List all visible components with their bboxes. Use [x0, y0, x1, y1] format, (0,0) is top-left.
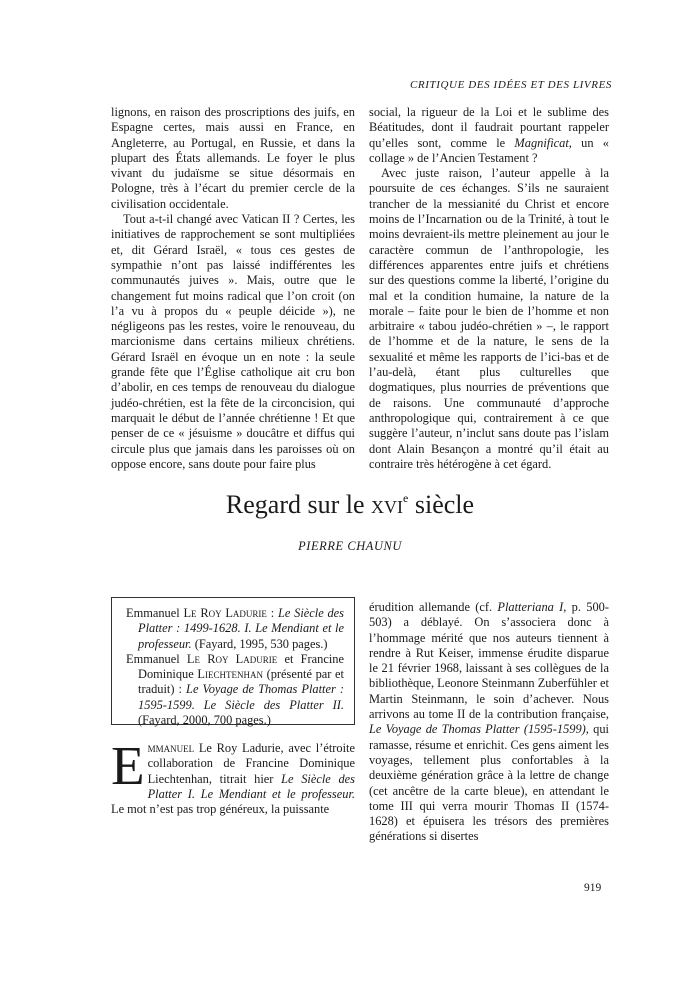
- top-right-column: [369, 105, 609, 472]
- paragraph: Avec juste raison, l’auteur appelle à la poursuite de ces échanges. S’ils ne sauraient trancher de la messianité du Christ et encore moins de l’Incarnation ou de la Trinité, à tout le moins devraient-ils mettre pleinement au jour le caractère commun de l’anthropologie, les différences apparentes entre juifs et chrétiens sur des questions comme la liberté, l’origine du mal et la condition humaine, la nature de la morale – faite pour le bien de l’homme et non arbitraire « tabou judéo-chrétien » –, le rapport de l’homme et de la nature, le sens de la sexualité et même les rapports de l’ici-bas et de l’au-delà, étant plus culturelles que dogmatiques, plus nourries de préventions que de raisons. Une communauté d’approche anthropologique qui, contrairement à ce que suggère l’auteur, n’inclut sans doute pas l’islam dont Alain Besançon a montré qu’il était au contraire très hétérogène à cet égard.: [369, 166, 609, 471]
- paragraph: social, la rigueur de la Loi et le sublime des Béatitudes, dont il faudrait pourtant rappeler qu’elles sont, comme le Magnificat, un « collage » de l’Ancien Testament ?: [369, 105, 610, 165]
- top-left-column: [111, 105, 355, 472]
- article-title: Regard sur le xvi$^e$ siècle: [225, 490, 475, 519]
- book-references-box: [111, 597, 355, 728]
- book-reference: Emmanuel Le Roy Ladurie et Francine Dominique Liechtenhan (présenté par et traduit) : Le Voyage de Thomas Platter : 1595-1599. Le Siècle des Platter II. (Fayard, 2000, 700 pages.): [126, 651, 345, 728]
- paragraph: lignons, en raison des proscriptions des juifs, en Espagne certes, mais aussi en France, en Angleterre, au Portugal, en Russie, et dans la plupart des États allemands. Le foyer le plus vivant du judaïsme se situe désormais en Pologne, très à l’écart du premier cercle de la civilisation occidentale.: [111, 105, 355, 211]
- book-reference: Emmanuel Le Roy Ladurie : Le Siècle des Platter : 1499-1628. I. Le Mendiant et le professeur. (Fayard, 1995, 530 pages.): [126, 606, 345, 651]
- paragraph: Tout a-t-il changé avec Vatican II ? Certes, les initiatives de rapprochement se sont multipliées et, dit Gérard Israël, « tous ces gestes de sympathie n’ont pas laissé indifférentes les communautés juives ». Mais, outre que le changement fut moins radical que l’on croit (on l’a vu à propos du « peuple déicide »), ne négligeons pas les restes, voire le renouveau, du marcionisme dans certains milieux chrétiens. Gérard Israël en évoque un en note : la seule grande fête que l’Église catholique ait cru bon d’abolir, en ces temps de renouveau du dialogue judéo-chrétien, est la fête de la circoncision, qui marquait le début de l’année chrétienne ! Et que penser de ce « jésuisme » doucâtre et diffus qui circule plus que jamais dans les paroisses où on oppose encore, sans doute pour faire plus: [111, 212, 355, 471]
- running-head: CRITIQUE DES IDÉES ET DES LIVRES: [409, 79, 612, 91]
- bottom-left-column: [111, 735, 355, 817]
- page-number: 919: [584, 882, 602, 894]
- article-author: PIERRE CHAUNU: [298, 539, 402, 553]
- drop-cap: E: [111, 735, 145, 796]
- bottom-right-column: [369, 600, 609, 845]
- paragraph: érudition allemande (cf. Platteriana I, p. 500-503) a déblayé. On s’associera donc à l’hommage mérité que nos auteurs tiennent à rendre à Rut Keiser, immense érudite disparue le 21 février 1968, laissant à ses collègues de la bibliothèque, Leonore Steinmann Zuberfühler et Martin Steinmann, le soin d’achever. Nous arrivons au tome II de la contribution française, Le Voyage de Thomas Platter (1595-1599), qui ramasse, résume et enrichit. Ces gens aiment les voyages, tellement plus confortables à la deuxième génération grâce à la lettre de change (cet ancêtre de la carte bleue), en attendant le tome III qui verra mourir Thomas II (1574-1628) et épuisera les trésors des premières générations si disertes: [369, 600, 609, 844]
- paragraph: Emmanuel Le Roy Ladurie, avec l’étroite collaboration de Francine Dominique Liechtenhan, titrait hier Le Siècle des Platter I. Le Mendiant et le professeur. Le mot n’est pas trop généreux, la puissante: [111, 735, 355, 817]
